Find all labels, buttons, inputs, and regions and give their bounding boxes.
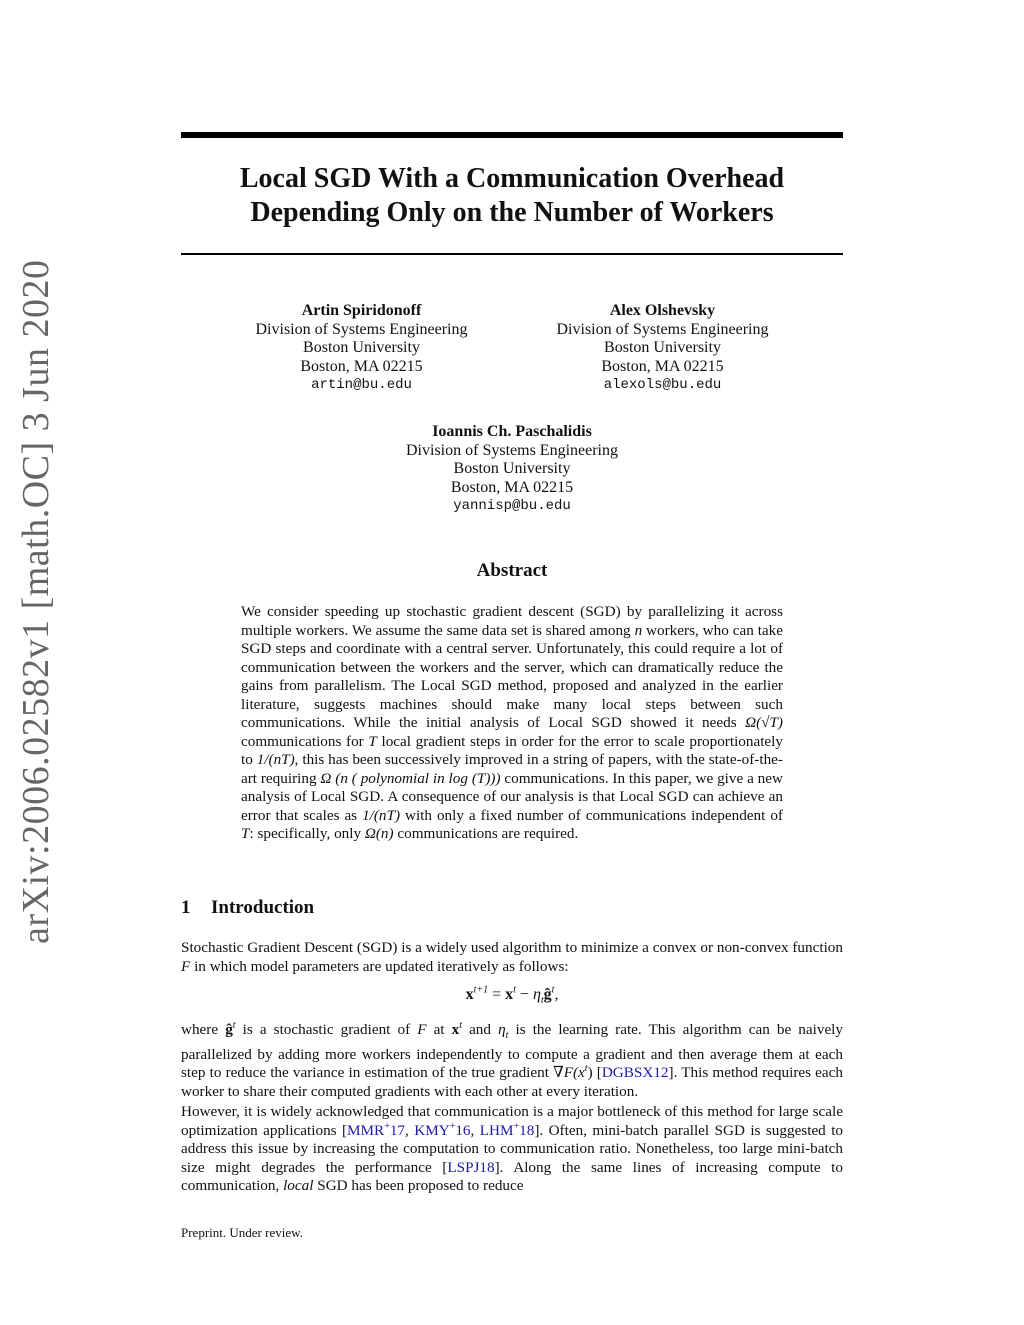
intro-paragraph-2: where $ĝ^t$ is a stochastic gradient of F at $x^t$ and $\eta_t$ is the learning rate. This algorithm can be naively parallelized by adding more workers independently to compute a gradient and then average them at each step to reduce the variance in estimation of the true gradient $\nabla F(x^t)$ [DGBSX12]. This method requires each worker to share their computed gradients with each other at every iteration. (181, 1019, 843, 1100)
section-number: 1 (181, 897, 191, 918)
math-inline: Ω(n) (364, 825, 394, 842)
author-university: Boston University (303, 339, 420, 356)
author-department: Division of Systems Engineering (406, 441, 618, 459)
author-university: Boston University (604, 339, 721, 356)
author-address: Boston, MA 02215 (450, 478, 574, 496)
math-inline: T (368, 732, 377, 750)
section-heading (181, 897, 314, 919)
abstract-text: We consider speeding up stochastic gradient descent (SGD) by parallelizing it across multiple workers. We assume the same data set is shared among n workers, who can take SGD steps and coordinate with a central server. Unfortunately, this could require a lot of communication between the workers and the server, which can dramatically reduce the gains from parallelism. The Local SGD method, proposed and analyzed in the earlier literature, suggests machines should make many local steps between such communications. While the initial analysis of Local SGD showed it needs Ω(√T) communications for T local gradient steps in order for the error to scale proportionately to 1/(nT), this has been successively improved in a string of papers, with the state-of-the-art requiring Ω (n ( polynomial in log (T))) communications. In this paper, we give a new analysis of Local SGD. A consequence of our analysis is that Local SGD can achieve an error that scales as 1/(nT) with only a fixed number of communications independent of T: specifically, only Ω(n) communications are required. (241, 603, 783, 842)
title-line-2: Depending Only on the Number of Workers (250, 197, 774, 228)
math-inline: 1/(nT) (362, 806, 401, 824)
author-email: alexols@bu.edu (603, 377, 722, 393)
title-top-rule (181, 132, 843, 138)
arxiv-stamp: arXiv:2006.02582v1 [math.OC] 3 Jun 2020 (15, 259, 57, 944)
citation-link[interactable]: LHM+18 (479, 1120, 535, 1139)
citation-link[interactable]: KMY+16 (414, 1120, 471, 1139)
author-email: artin@bu.edu (311, 377, 412, 393)
math-inline: Ω(√T) (745, 714, 783, 731)
citation-link[interactable]: DGBSX12 (601, 1064, 669, 1082)
paper-title (181, 162, 843, 230)
update-equation: $x^{t+1} = x^t$ − $\eta_tĝ^t$, (465, 984, 559, 1007)
title-bottom-rule (181, 253, 843, 255)
author-university: Boston University (453, 460, 571, 477)
section-title: Introduction (211, 897, 315, 918)
author-name: Alex Olshevsky (609, 302, 716, 319)
math-inline: T (241, 825, 250, 842)
author-address: Boston, MA 02215 (300, 357, 423, 375)
footer-note: Preprint. Under review. (181, 1225, 303, 1240)
abstract-heading: Abstract (476, 560, 548, 581)
math-inline: Ω (n ( polynomial in log (T))) (320, 769, 501, 787)
author-department: Division of Systems Engineering (556, 320, 769, 338)
author-department: Division of Systems Engineering (255, 320, 468, 338)
author-email: yannisp@bu.edu (453, 498, 571, 514)
intro-paragraph-1: Stochastic Gradient Descent (SGD) is a widely used algorithm to minimize a convex or non-convex function F in which model parameters are updated iteratively as follows: (181, 939, 843, 975)
author-block (331, 423, 693, 516)
author-address: Boston, MA 02215 (601, 357, 724, 375)
citation-link[interactable]: LSPJ18 (447, 1158, 495, 1176)
author-name: Ioannis Ch. Paschalidis (432, 423, 592, 440)
intro-paragraph-3: However, it is widely acknowledged that communication is a major bottleneck of this method for large scale optimization applications [MMR+17, KMY+16, LHM+18]. Often, mini-batch parallel SGD is suggested to address this issue by increasing the computation to communication ratio. Nonetheless, too large mini-batch size might degrades the performance [LSPJ18]. Along the same lines of increasing compute to communication, local SGD has been proposed to reduce (181, 1103, 844, 1194)
title-line-1: Local SGD With a Communication Overhead (239, 163, 785, 194)
author-name: Artin Spiridonoff (301, 302, 422, 319)
author-block (481, 302, 844, 395)
citation-link[interactable]: MMR+17 (347, 1120, 406, 1139)
math-inline: 1/(nT) (256, 751, 295, 768)
